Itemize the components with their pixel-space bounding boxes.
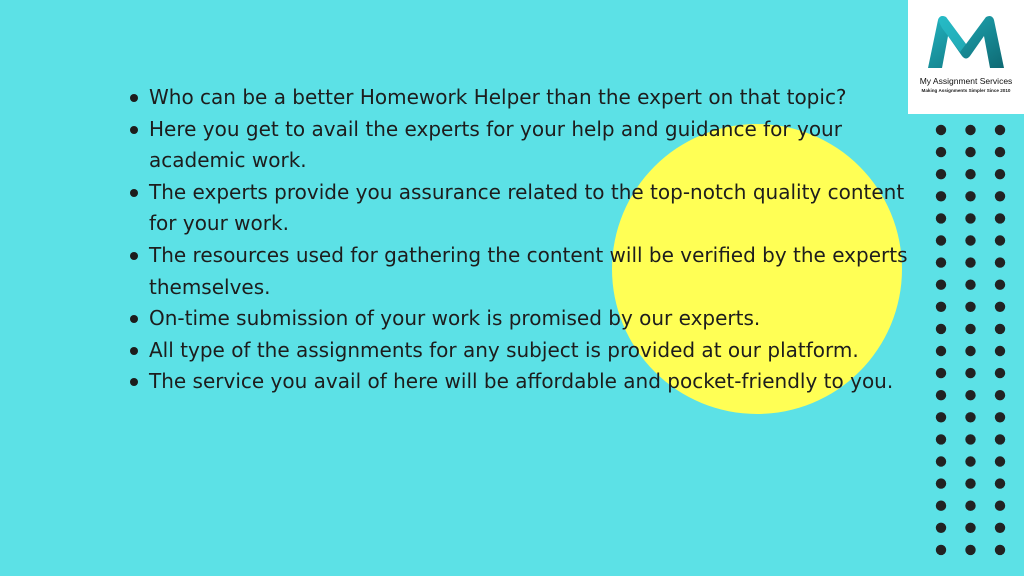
grid-dot (965, 169, 975, 179)
grid-dot (965, 257, 975, 267)
grid-dot (995, 324, 1005, 334)
grid-dot (995, 147, 1005, 157)
grid-dot (995, 456, 1005, 466)
grid-dot (965, 324, 975, 334)
grid-dot (936, 412, 946, 422)
bullet-text: On-time submission of your work is promised by our experts. (149, 306, 761, 331)
bullet-dot-icon (130, 315, 138, 323)
grid-dot (965, 501, 975, 511)
bullet-text: The resources used for gathering the content will be verified by the experts themselves. (149, 242, 908, 299)
grid-dot (965, 368, 975, 378)
grid-dot (965, 545, 975, 555)
bullet-dot-icon (130, 94, 138, 102)
grid-dot (995, 125, 1005, 135)
grid-dot (936, 390, 946, 400)
grid-dot (995, 257, 1005, 267)
m-logo-icon (924, 14, 1008, 72)
grid-dot (936, 147, 946, 157)
grid-dot (965, 280, 975, 290)
grid-dot (965, 147, 975, 157)
grid-dot (965, 346, 975, 356)
grid-dot (936, 302, 946, 312)
bullet-dot-icon (130, 189, 138, 197)
grid-dot (995, 501, 1005, 511)
grid-dot (995, 523, 1005, 533)
bullet-item (128, 303, 908, 335)
grid-dot (965, 125, 975, 135)
grid-dot (965, 191, 975, 201)
grid-dot (995, 346, 1005, 356)
grid-dot (965, 434, 975, 444)
bullet-text: The service you avail of here will be affordable and pocket-friendly to you. (149, 369, 894, 394)
grid-dot (936, 191, 946, 201)
grid-dot (936, 125, 946, 135)
bullet-item (128, 82, 908, 114)
grid-dot (936, 434, 946, 444)
grid-dot (995, 213, 1005, 223)
bullet-dot-icon (130, 126, 138, 134)
bullet-item (128, 177, 908, 240)
grid-dot (995, 235, 1005, 245)
grid-dot (995, 390, 1005, 400)
grid-dot (995, 412, 1005, 422)
grid-dot (965, 390, 975, 400)
bullet-item (128, 366, 908, 398)
grid-dot (936, 213, 946, 223)
grid-dot (965, 456, 975, 466)
grid-dot (936, 523, 946, 533)
grid-dot (936, 456, 946, 466)
grid-dot (936, 169, 946, 179)
grid-dot (965, 235, 975, 245)
grid-dot (965, 412, 975, 422)
grid-dot (995, 478, 1005, 488)
grid-dot (936, 346, 946, 356)
bullet-dot-icon (130, 378, 138, 386)
grid-dot (995, 368, 1005, 378)
grid-dot (936, 368, 946, 378)
bullet-text: Who can be a better Homework Helper than the expert on that topic? (149, 85, 847, 109)
grid-dot (936, 501, 946, 511)
bullet-item (128, 240, 908, 303)
logo-title: My Assignment Services (919, 76, 1013, 86)
grid-dot (995, 280, 1005, 290)
bullet-item (128, 335, 908, 367)
bullet-dot-icon (130, 252, 138, 260)
grid-dot (995, 434, 1005, 444)
grid-dot (936, 478, 946, 488)
bullet-text: The experts provide you assurance related to the top-notch quality content for your work. (149, 179, 905, 236)
bullet-text: All type of the assignments for any subject is provided at our platform. (149, 337, 859, 362)
grid-dot (936, 324, 946, 334)
brand-logo[interactable] (908, 0, 1024, 114)
grid-dot (965, 302, 975, 312)
grid-dot (965, 523, 975, 533)
grid-dot (936, 545, 946, 555)
grid-dot (995, 191, 1005, 201)
grid-dot (965, 478, 975, 488)
bullet-list (128, 82, 908, 398)
bullet-dot-icon (130, 347, 138, 355)
grid-dot (995, 545, 1005, 555)
grid-dot (965, 213, 975, 223)
grid-dot (936, 257, 946, 267)
grid-dot (995, 302, 1005, 312)
grid-dot (936, 235, 946, 245)
bullet-text: Here you get to avail the experts for your help and guidance for your academic work. (149, 116, 842, 173)
decorative-dot-grid (934, 124, 1014, 564)
logo-tagline: Making Assignments Simpler Since 2010 (921, 88, 1011, 93)
grid-dot (995, 169, 1005, 179)
bullet-item (128, 114, 908, 177)
grid-dot (936, 280, 946, 290)
